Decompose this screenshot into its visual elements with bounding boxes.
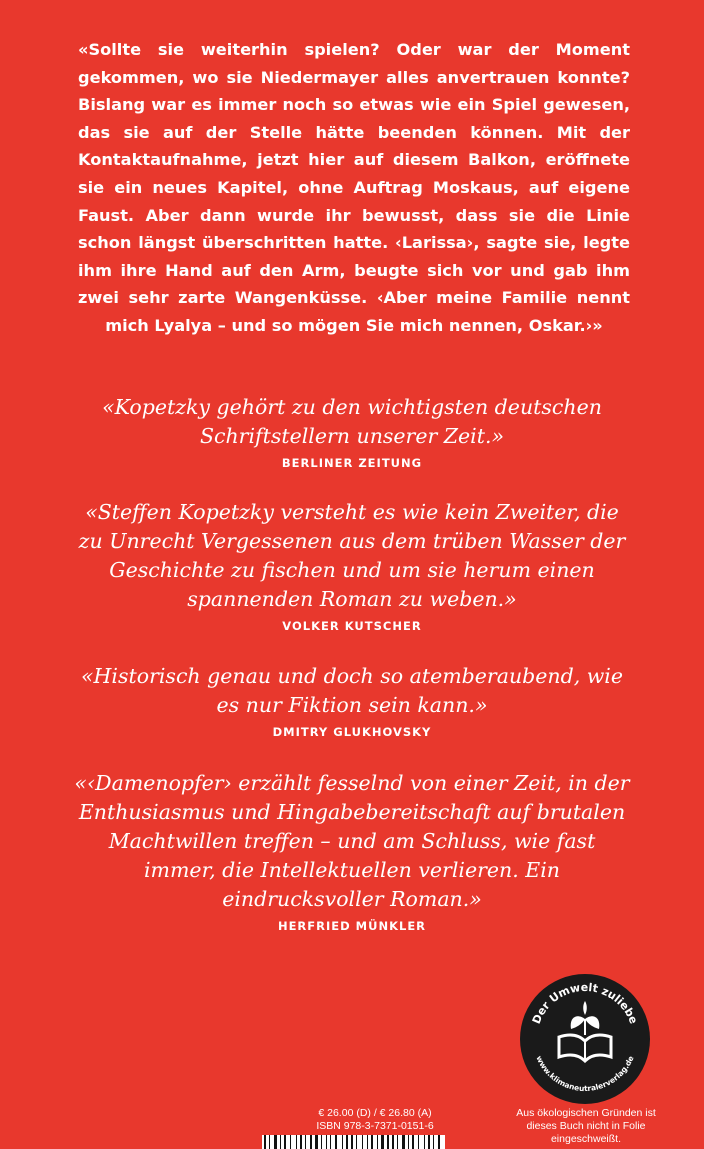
quote-text: «Steffen Kopetzky versteht es wie kein Zweiter, die zu Unrecht Vergessenen aus dem trüben Wasser der Geschichte zu fischen und um sie herum einen spannenden Roman zu weben.» (78, 500, 626, 611)
quote-text: «Historisch genau und doch so atemberaubend, wie es nur Fiktion sein kann.» (81, 664, 623, 717)
barcode-bar (274, 1135, 277, 1149)
book-excerpt: «Sollte sie weiterhin spielen? Oder war der Moment gekommen, wo sie Niedermayer alles anvertrauen konnte? Bislang war es immer noch so etwas wie ein Spiel gewesen, das sie auf der Stelle hätte beenden können. Mit der Kontaktaufnahme, jetzt hier auf diesem Balkon, eröffnete sie ein neues Kapitel, ohne Auftrag Moskaus, auf eigene Faust. Aber dann wurde ihr bewusst, dass sie die Linie schon längst überschritten hatte. ‹Larissa›, sagte sie, legte ihm ihre Hand auf den Arm, beugte sich vor und gab ihm zwei sehr zarte Wangenküsse. ‹Aber meine Familie nennt mich Lyalya – und so mögen Sie mich nennen, Oskar.›» (78, 40, 630, 335)
quote-source: VOLKER KUTSCHER (282, 619, 422, 633)
barcode-bar (433, 1135, 434, 1149)
barcode-bar (408, 1135, 409, 1149)
review-quote (0, 393, 704, 471)
barcode-bar (280, 1135, 281, 1149)
barcode (262, 1135, 445, 1149)
quote-text: «Kopetzky gehört zu den wichtigsten deutschen Schriftstellern unserer Zeit.» (102, 395, 602, 448)
barcode-bar (296, 1135, 297, 1149)
barcode-bar (387, 1135, 389, 1149)
review-quote (0, 769, 704, 934)
barcode-bar (371, 1135, 373, 1149)
barcode-bar (330, 1135, 331, 1149)
barcode-bar (326, 1135, 327, 1149)
barcode-bar (315, 1135, 318, 1149)
barcode-bar (269, 1135, 270, 1149)
barcode-bar (428, 1135, 430, 1149)
barcode-bar (412, 1135, 414, 1149)
barcode-bar (392, 1135, 394, 1149)
badge-top-text: Der Umwelt zuliebe (529, 980, 641, 1026)
barcode-bar (264, 1135, 266, 1149)
barcode-bar (335, 1135, 337, 1149)
badge-bottom-text: www.klimaneutralerverlag.de (534, 1054, 636, 1094)
barcode-bar (342, 1135, 343, 1149)
eco-note: Aus ökologischen Gründen ist dieses Buch nicht in Folie eingeschweißt. (516, 1107, 656, 1145)
isbn-text: ISBN 978-3-7371-0151-6 (316, 1120, 434, 1132)
barcode-bar (346, 1135, 348, 1149)
barcode-bar (402, 1135, 405, 1149)
barcode-bar (381, 1135, 384, 1149)
review-quote (0, 498, 704, 634)
barcode-bar (310, 1135, 312, 1149)
barcode-bar (367, 1135, 368, 1149)
barcode-bar (321, 1135, 322, 1149)
review-quote (0, 662, 704, 740)
price-text: € 26.00 (D) / € 26.80 (A) (318, 1107, 432, 1119)
barcode-bar (356, 1135, 357, 1149)
price-block (290, 1107, 460, 1133)
quote-source: DMITRY GLUKHOVSKY (272, 725, 432, 739)
quote-source: BERLINER ZEITUNG (281, 456, 423, 470)
barcode-bar (305, 1135, 306, 1149)
barcode-bar (418, 1135, 419, 1149)
barcode-bar (397, 1135, 398, 1149)
barcode-bar (377, 1135, 378, 1149)
climate-neutral-badge (519, 973, 651, 1105)
barcode-bar (438, 1135, 440, 1149)
barcode-bar (351, 1135, 353, 1149)
barcode-bar (284, 1135, 286, 1149)
quote-text: «‹Damenopfer› erzählt fesselnd von einer Zeit, in der Enthusiasmus und Hingabebereitschaft auf brutalen Machtwillen treffen – und am Schluss, wie fast immer, die Intellektuellen verlieren. Ein eindrucksvoller Roman.» (74, 771, 630, 911)
barcode-bar (424, 1135, 425, 1149)
barcode-bar (300, 1135, 302, 1149)
barcode-bar (290, 1135, 291, 1149)
barcode-bar (362, 1135, 363, 1149)
quote-source: HERFRIED MÜNKLER (277, 919, 427, 933)
review-quotes (0, 393, 704, 934)
